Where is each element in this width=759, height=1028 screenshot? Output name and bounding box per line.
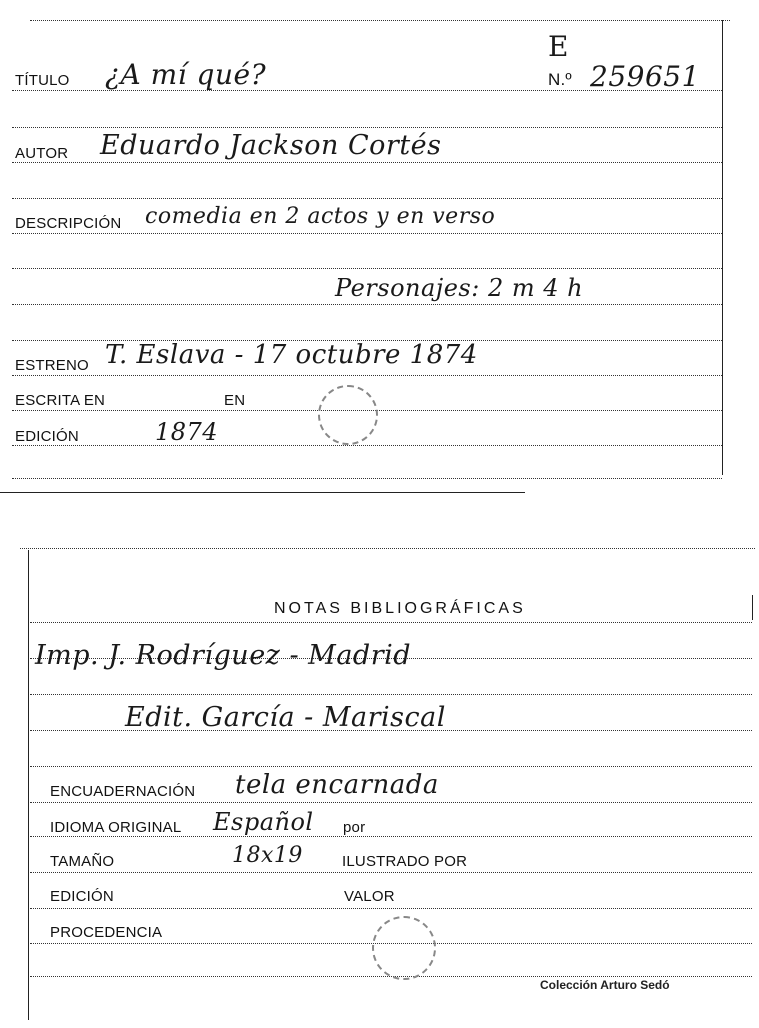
edicion-label: EDICIÓN xyxy=(15,428,79,445)
por-label: por xyxy=(343,819,366,836)
rule-line xyxy=(30,908,752,909)
top-border xyxy=(20,548,755,549)
rule-line xyxy=(12,162,722,163)
rule-line xyxy=(12,198,722,199)
descripcion-value: comedia en 2 actos y en verso xyxy=(145,204,496,229)
rule-line xyxy=(12,445,722,446)
card-cut-line xyxy=(0,492,525,493)
escrita-en-label: ESCRITA EN xyxy=(15,392,106,409)
note-line-2: Edit. García - Mariscal xyxy=(125,702,446,733)
ilustrado-por-label: ILUSTRADO POR xyxy=(342,853,468,870)
numero-label: N.º xyxy=(548,70,572,89)
rule-line xyxy=(30,766,752,767)
estreno-label: ESTRENO xyxy=(15,357,89,374)
procedencia-label: PROCEDENCIA xyxy=(50,924,163,941)
rule-line xyxy=(12,233,722,234)
edicion-value: 1874 xyxy=(155,418,219,446)
rule-line xyxy=(12,478,722,479)
numero-value: 259651 xyxy=(590,60,700,93)
top-border xyxy=(30,20,730,21)
edicion-label: EDICIÓN xyxy=(50,888,114,905)
punch-hole xyxy=(318,385,378,445)
valor-label: VALOR xyxy=(344,888,395,905)
tamano-value: 18x19 xyxy=(232,843,303,868)
descripcion-label: DESCRIPCIÓN xyxy=(15,215,122,232)
bottom-card xyxy=(0,540,759,1028)
rule-line xyxy=(30,872,752,873)
note-line-1: Imp. J. Rodríguez - Madrid xyxy=(35,640,412,671)
personajes-value: Personajes: 2 m 4 h xyxy=(335,274,584,302)
titulo-value: ¿A mí qué? xyxy=(105,58,267,91)
rule-line xyxy=(30,622,752,623)
rule-line xyxy=(12,268,722,269)
right-border xyxy=(752,595,753,620)
encuadernacion-label: ENCUADERNACIÓN xyxy=(50,783,196,800)
en-label: EN xyxy=(224,392,246,409)
collection-credit: Colección Arturo Sedó xyxy=(540,978,670,992)
autor-value: Eduardo Jackson Cortés xyxy=(100,130,442,161)
encuadernacion-value: tela encarnada xyxy=(235,770,439,800)
rule-line xyxy=(30,802,752,803)
right-border xyxy=(722,20,723,475)
left-border xyxy=(28,550,29,1020)
rule-line xyxy=(12,127,722,128)
category-letter: E xyxy=(548,30,569,63)
rule-line xyxy=(12,304,722,305)
tamano-label: TAMAÑO xyxy=(50,853,115,870)
punch-hole xyxy=(372,916,436,980)
idioma-original-label: IDIOMA ORIGINAL xyxy=(50,819,182,836)
estreno-value: T. Eslava - 17 octubre 1874 xyxy=(105,340,478,370)
autor-label: AUTOR xyxy=(15,145,69,162)
idioma-original-value: Español xyxy=(213,808,314,836)
top-card xyxy=(0,0,759,500)
rule-line xyxy=(30,836,752,837)
rule-line xyxy=(30,694,752,695)
titulo-label: TÍTULO xyxy=(15,72,70,89)
notas-heading: NOTAS BIBLIOGRÁFICAS xyxy=(274,600,526,617)
rule-line xyxy=(12,375,722,376)
